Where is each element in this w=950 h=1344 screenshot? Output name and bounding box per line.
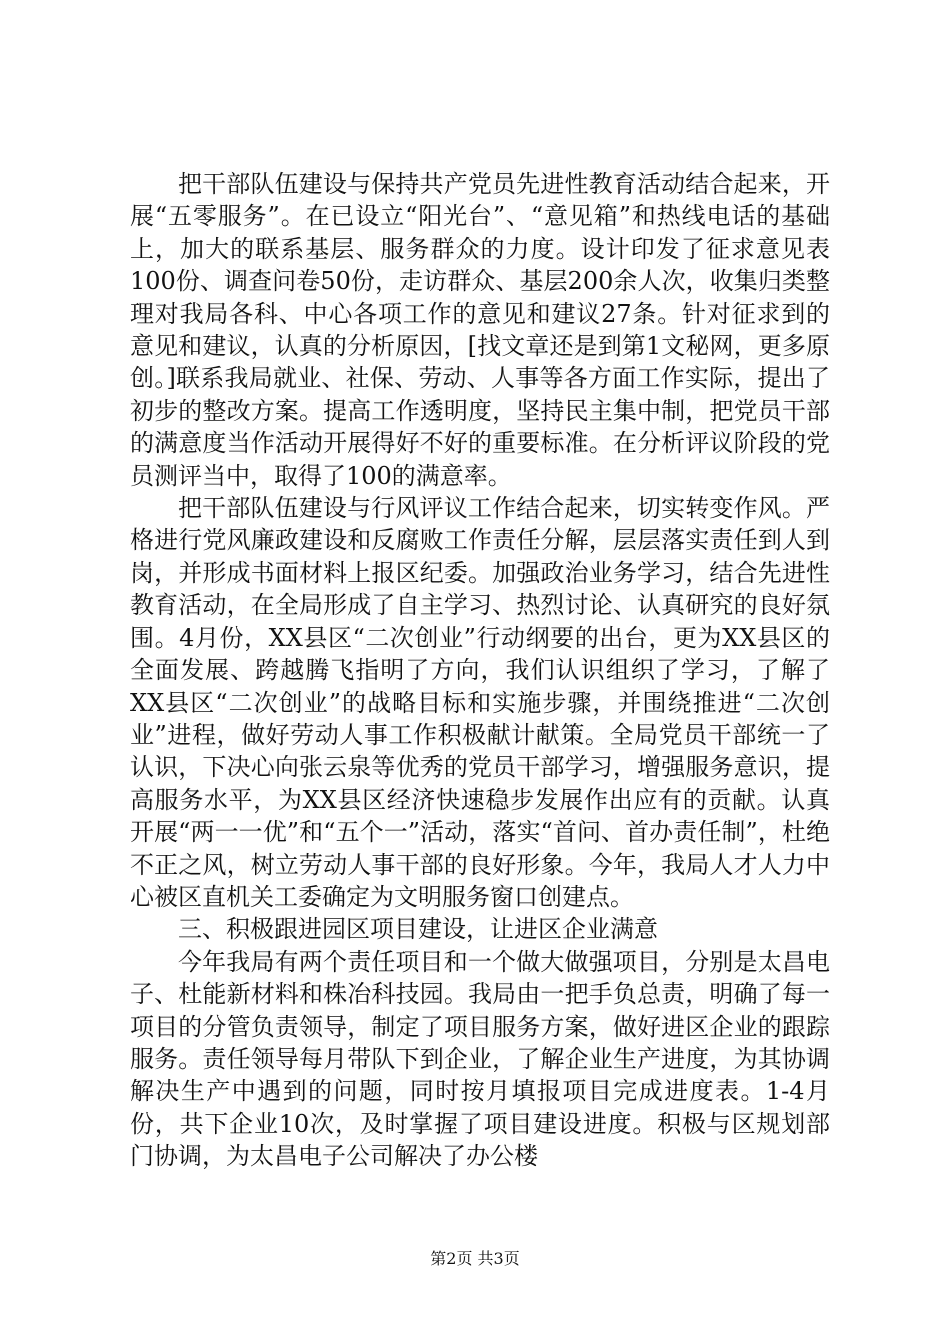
paragraph-party-education: 把干部队伍建设与保持共产党员先进性教育活动结合起来，开展“五零服务”。在已设立“阳光台”、“意见箱”和热线电话的基础上，加大的联系基层、服务群众的力度。设计印发了征求意见表100份、调查问卷50份，走访群众、基层200余人次，收集归类整理对我局各科、中心各项工作的意见和建议27条。针对征求到的意见和建议，认真的分析原因，[找文章还是到第1文秘网，更多原创。]联系我局就业、社保、劳动、人事等各方面工作实际，提出了初步的整改方案。提高工作透明度，坚持民主集中制，把党员干部的满意度当作活动开展得好不好的重要标准。在分析评议阶段的党员测评当中，取得了100的满意率。 [130, 170, 830, 490]
paragraph-project-service: 今年我局有两个责任项目和一个做大做强项目，分别是太昌电子、杜能新材料和株冶科技园。我局由一把手负总责，明确了每一项目的分管负责领导，制定了项目服务方案，做好进区企业的跟踪服务。责任领导每月带队下到企业，了解企业生产进度，为其协调解决生产中遇到的问题，同时按月填报项目完成进度表。1-4月份，共下企业10次，及时掌握了项目建设进度。积极与区规划部门协调，为太昌电子公司解决了办公楼 [130, 947, 830, 1171]
section-heading-park-projects: 三、积极跟进园区项目建设，让进区企业满意 [178, 915, 658, 944]
paragraph-style-review: 把干部队伍建设与行风评议工作结合起来，切实转变作风。严格进行党风廉政建设和反腐败工作责任分解，层层落实责任到人到岗，并形成书面材料上报区纪委。加强政治业务学习，结合先进性教育活动，在全局形成了自主学习、热烈讨论、认真研究的良好氛围。4月份，XX县区“二次创业”行动纲要的出台，更为XX县区的全面发展、跨越腾飞指明了方向，我们认识组织了学习，了解了XX县区“二次创业”的战略目标和实施步骤，并围绕推进“二次创业”进程，做好劳动人事工作积极献计献策。全局党员干部统一了认识，下决心向张云泉等优秀的党员干部学习，增强服务意识，提高服务水平，为XX县区经济快速稳步发展作出应有的贡献。认真开展“两一一优”和“五个一”活动，落实“首问、首办责任制”，杜绝不正之风，树立劳动人事干部的良好形象。今年，我局人才人力中心被区直机关工委确定为文明服务窗口创建点。 [130, 494, 830, 911]
page-footer: 第2页 共3页 [430, 1249, 520, 1268]
document-body [130, 168, 830, 1173]
